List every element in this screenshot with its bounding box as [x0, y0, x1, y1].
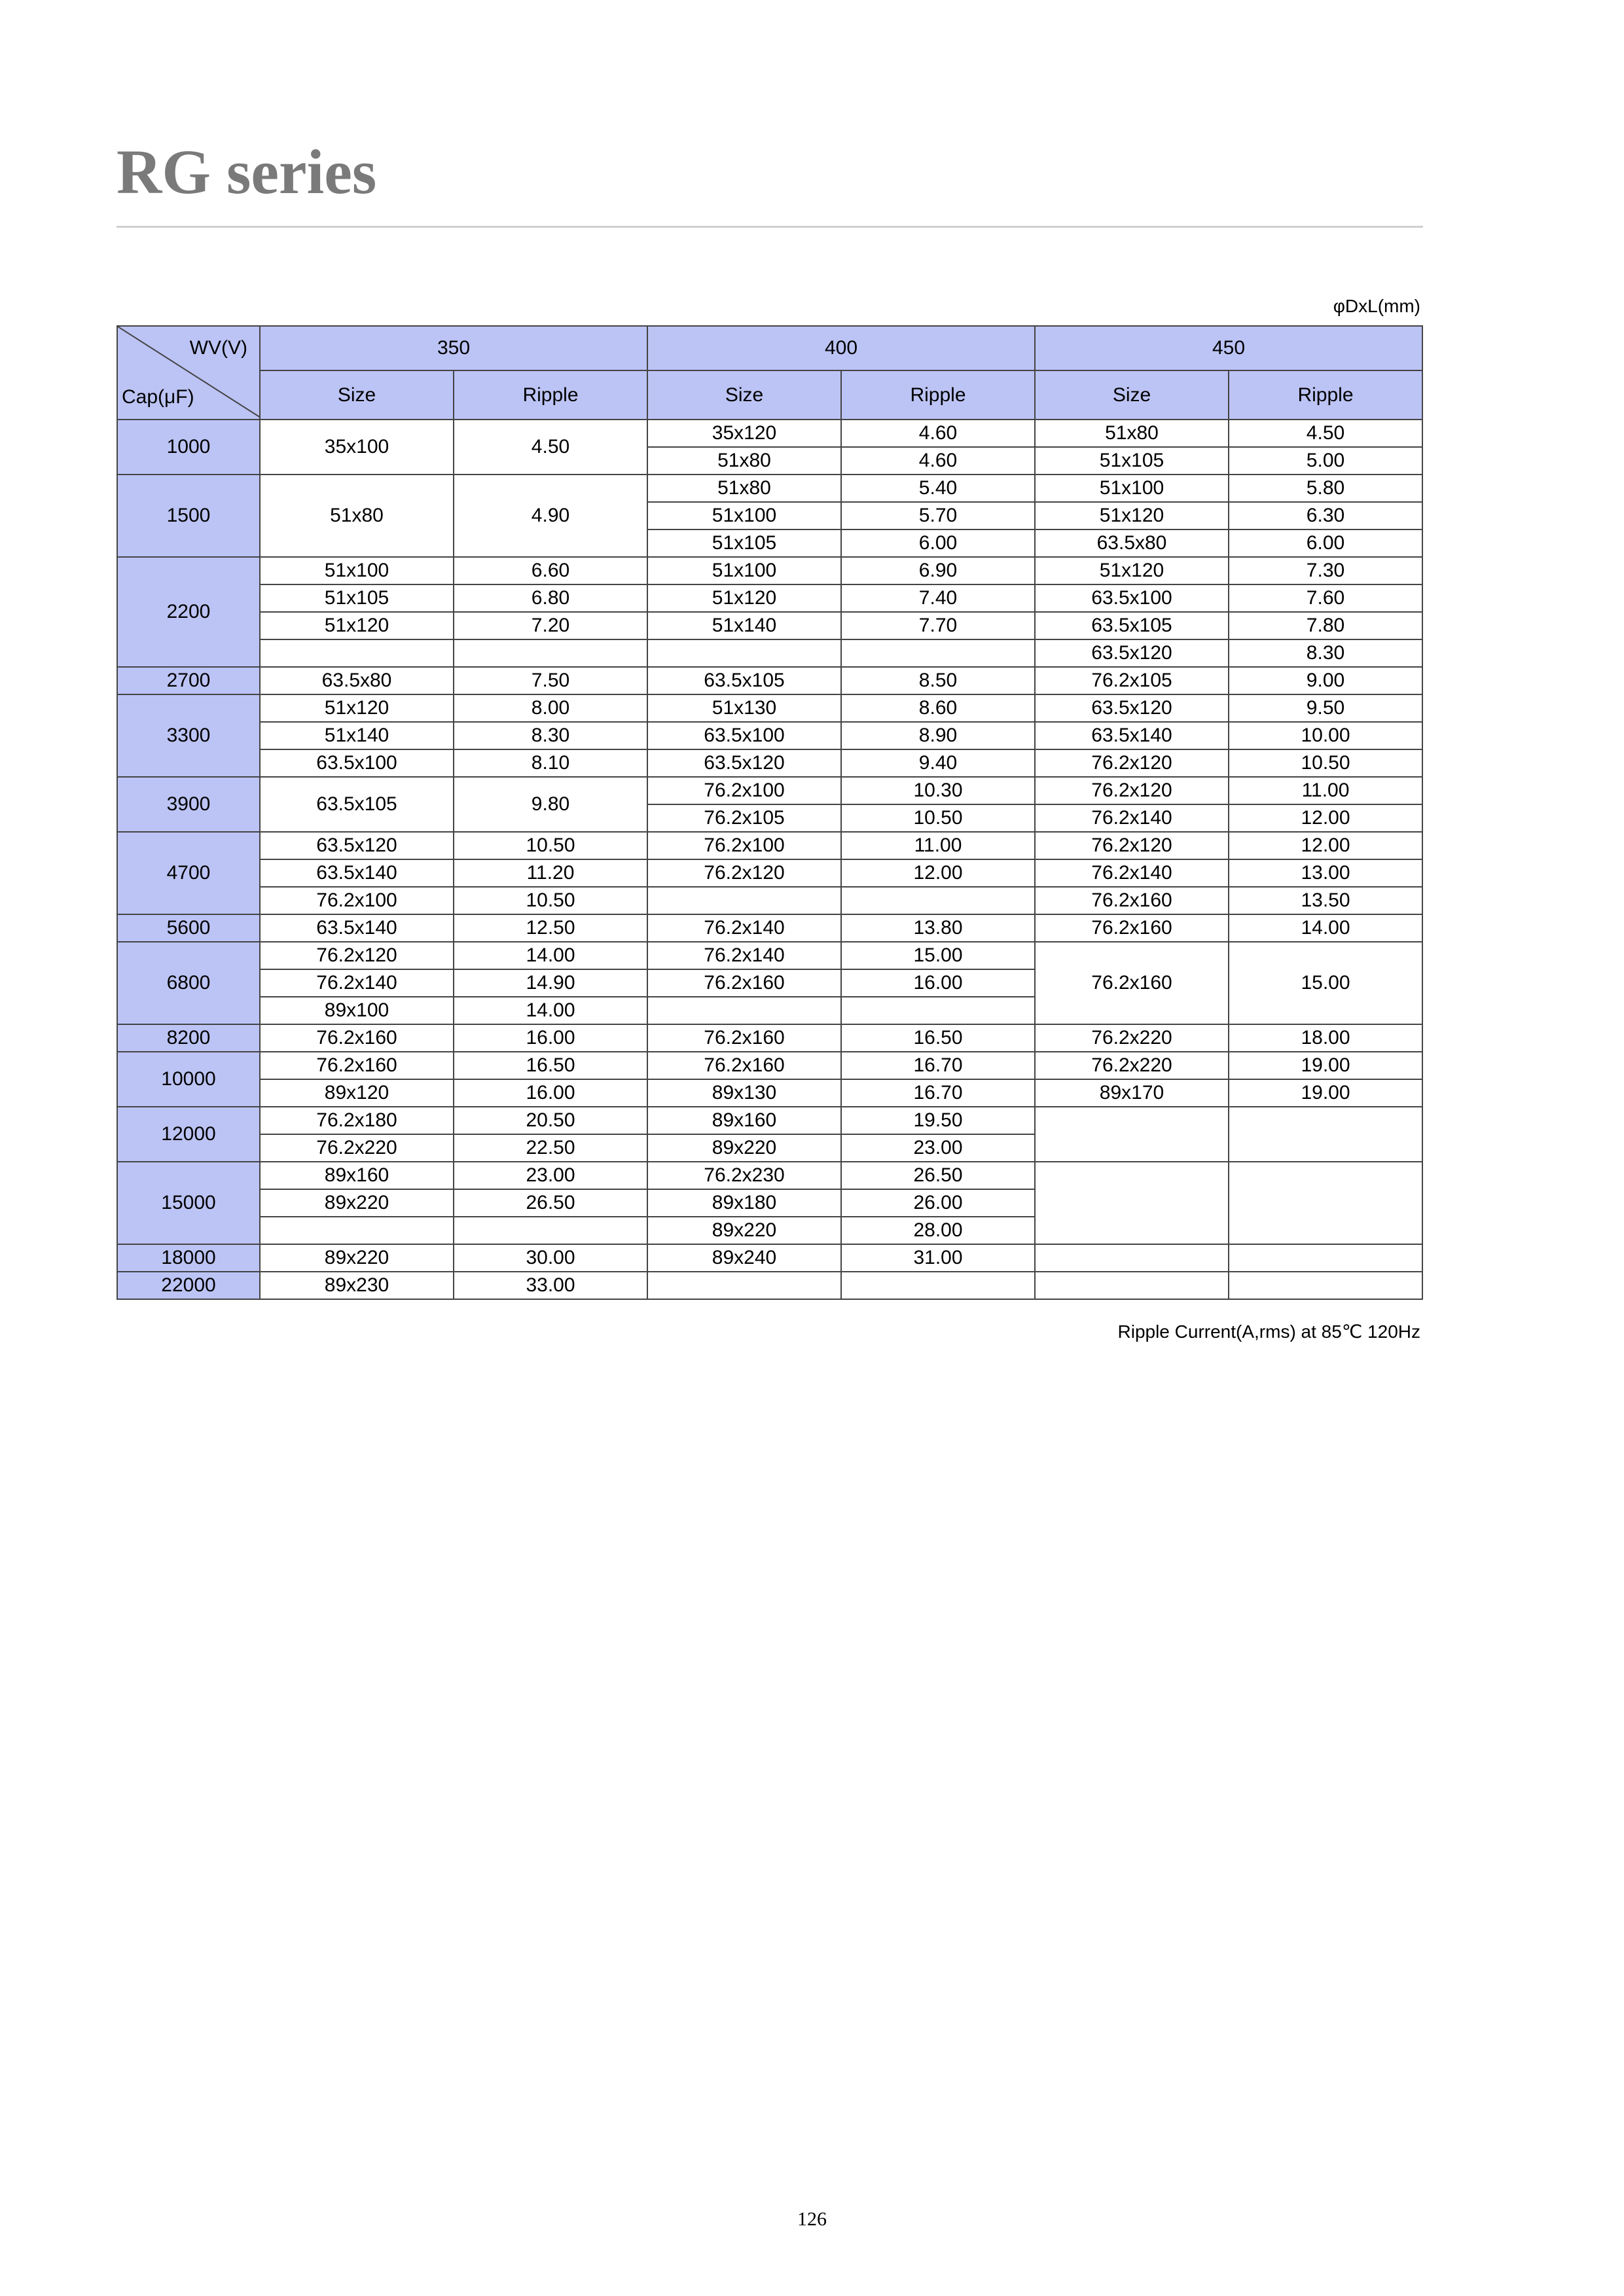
capacitance-cell: 18000 [117, 1244, 260, 1272]
capacitance-cell: 3900 [117, 777, 260, 832]
ripple-400-cell: 8.50 [841, 667, 1035, 694]
ripple-400-cell: 16.70 [841, 1052, 1035, 1079]
ripple-350-cell: 16.00 [454, 1024, 647, 1052]
size-350-cell [260, 639, 454, 667]
size-400-cell [647, 887, 841, 914]
ripple-450-cell: 5.00 [1229, 447, 1422, 475]
ripple-header: Ripple [841, 370, 1035, 420]
table-row [117, 1079, 1422, 1107]
capacitance-cell: 2200 [117, 557, 260, 667]
table-row [117, 557, 1422, 584]
size-400-cell: 51x80 [647, 447, 841, 475]
size-450-cell [1035, 1244, 1229, 1272]
ripple-400-cell: 7.70 [841, 612, 1035, 639]
table-row [117, 832, 1422, 859]
ripple-350-cell: 8.00 [454, 694, 647, 722]
capacitance-cell: 6800 [117, 942, 260, 1024]
table-row [117, 777, 1422, 804]
ripple-450-cell [1229, 1162, 1422, 1244]
size-350-cell: 76.2x160 [260, 1024, 454, 1052]
capacitance-cell: 8200 [117, 1024, 260, 1052]
table-row [117, 667, 1422, 694]
ripple-footnote: Ripple Current(A,rms) at 85℃ 120Hz [1117, 1321, 1420, 1342]
ripple-400-cell: 11.00 [841, 832, 1035, 859]
size-350-cell: 89x120 [260, 1079, 454, 1107]
size-400-cell: 76.2x120 [647, 859, 841, 887]
ripple-450-cell: 13.00 [1229, 859, 1422, 887]
ripple-400-cell: 31.00 [841, 1244, 1035, 1272]
size-350-cell: 76.2x180 [260, 1107, 454, 1134]
ripple-400-cell: 16.70 [841, 1079, 1035, 1107]
size-400-cell: 51x120 [647, 584, 841, 612]
size-400-cell: 76.2x160 [647, 1052, 841, 1079]
size-350-cell: 76.2x160 [260, 1052, 454, 1079]
size-350-cell: 51x80 [260, 475, 454, 557]
capacitance-cell: 15000 [117, 1162, 260, 1244]
table-row [117, 639, 1422, 667]
size-450-cell: 76.2x220 [1035, 1024, 1229, 1052]
ripple-450-cell: 9.00 [1229, 667, 1422, 694]
capacitance-cell: 1500 [117, 475, 260, 557]
table-row [117, 1107, 1422, 1134]
size-350-cell: 63.5x105 [260, 777, 454, 832]
capacitance-cell: 12000 [117, 1107, 260, 1162]
size-450-cell: 76.2x120 [1035, 832, 1229, 859]
ripple-400-cell: 26.50 [841, 1162, 1035, 1189]
size-450-cell: 76.2x160 [1035, 914, 1229, 942]
size-400-cell [647, 1272, 841, 1299]
size-400-cell: 51x130 [647, 694, 841, 722]
ripple-450-cell: 6.00 [1229, 529, 1422, 557]
size-400-cell: 51x100 [647, 557, 841, 584]
size-350-cell: 89x230 [260, 1272, 454, 1299]
ripple-350-cell: 23.00 [454, 1162, 647, 1189]
ripple-400-cell: 19.50 [841, 1107, 1035, 1134]
ripple-350-cell: 30.00 [454, 1244, 647, 1272]
ripple-450-cell: 6.30 [1229, 502, 1422, 529]
size-450-cell: 76.2x140 [1035, 804, 1229, 832]
table-row [117, 942, 1422, 969]
size-450-cell: 51x80 [1035, 420, 1229, 447]
table-row [117, 475, 1422, 502]
size-400-cell: 63.5x100 [647, 722, 841, 749]
ripple-350-cell: 26.50 [454, 1189, 647, 1217]
ripple-400-cell: 6.90 [841, 557, 1035, 584]
size-400-cell: 76.2x140 [647, 942, 841, 969]
size-400-cell: 89x220 [647, 1134, 841, 1162]
ripple-350-cell: 6.60 [454, 557, 647, 584]
ripple-450-cell: 9.50 [1229, 694, 1422, 722]
size-400-cell: 89x220 [647, 1217, 841, 1244]
ripple-400-cell: 10.50 [841, 804, 1035, 832]
size-400-cell [647, 639, 841, 667]
size-400-cell: 63.5x105 [647, 667, 841, 694]
ripple-450-cell: 18.00 [1229, 1024, 1422, 1052]
ripple-350-cell: 12.50 [454, 914, 647, 942]
ripple-350-cell: 8.30 [454, 722, 647, 749]
ripple-450-cell: 5.80 [1229, 475, 1422, 502]
size-350-cell: 89x220 [260, 1189, 454, 1217]
ripple-400-cell: 16.50 [841, 1024, 1035, 1052]
size-350-cell: 76.2x220 [260, 1134, 454, 1162]
ripple-350-cell: 6.80 [454, 584, 647, 612]
ripple-350-cell: 16.00 [454, 1079, 647, 1107]
size-450-cell: 63.5x140 [1035, 722, 1229, 749]
size-400-cell: 89x180 [647, 1189, 841, 1217]
capacitance-cell: 22000 [117, 1272, 260, 1299]
size-450-cell: 63.5x105 [1035, 612, 1229, 639]
ripple-350-cell: 4.50 [454, 420, 647, 475]
size-350-cell: 89x160 [260, 1162, 454, 1189]
capacitance-cell: 5600 [117, 914, 260, 942]
ripple-350-cell: 9.80 [454, 777, 647, 832]
ripple-400-cell: 16.00 [841, 969, 1035, 997]
size-450-cell: 76.2x120 [1035, 749, 1229, 777]
ripple-450-cell: 7.30 [1229, 557, 1422, 584]
size-350-cell: 35x100 [260, 420, 454, 475]
table-row [117, 1024, 1422, 1052]
ripple-450-cell [1229, 1244, 1422, 1272]
size-350-cell: 63.5x80 [260, 667, 454, 694]
size-350-cell: 76.2x140 [260, 969, 454, 997]
size-350-cell: 51x140 [260, 722, 454, 749]
ripple-350-cell [454, 1217, 647, 1244]
ripple-400-cell: 28.00 [841, 1217, 1035, 1244]
capacitance-cell: 1000 [117, 420, 260, 475]
ripple-400-cell: 4.60 [841, 447, 1035, 475]
table-row [117, 694, 1422, 722]
size-450-cell: 76.2x120 [1035, 777, 1229, 804]
ripple-450-cell: 13.50 [1229, 887, 1422, 914]
ripple-header: Ripple [1229, 370, 1422, 420]
ripple-350-cell: 7.20 [454, 612, 647, 639]
ripple-350-cell: 14.00 [454, 942, 647, 969]
ripple-400-cell: 6.00 [841, 529, 1035, 557]
ripple-450-cell: 15.00 [1229, 942, 1422, 1024]
size-450-cell: 63.5x100 [1035, 584, 1229, 612]
table-row [117, 859, 1422, 887]
ripple-400-cell: 15.00 [841, 942, 1035, 969]
size-350-cell: 63.5x140 [260, 859, 454, 887]
size-400-cell: 76.2x100 [647, 777, 841, 804]
table-row [117, 722, 1422, 749]
size-450-cell: 89x170 [1035, 1079, 1229, 1107]
ripple-350-cell: 10.50 [454, 832, 647, 859]
ripple-400-cell: 13.80 [841, 914, 1035, 942]
ripple-400-cell: 5.40 [841, 475, 1035, 502]
ripple-350-cell [454, 639, 647, 667]
ripple-450-cell: 7.80 [1229, 612, 1422, 639]
ripple-400-cell: 12.00 [841, 859, 1035, 887]
ripple-350-cell: 4.90 [454, 475, 647, 557]
size-450-cell [1035, 1272, 1229, 1299]
size-400-cell: 89x240 [647, 1244, 841, 1272]
ripple-450-cell: 10.50 [1229, 749, 1422, 777]
size-450-cell: 51x120 [1035, 502, 1229, 529]
ripple-350-cell: 16.50 [454, 1052, 647, 1079]
capacitance-cell: 10000 [117, 1052, 260, 1107]
capacitance-cell: 3300 [117, 694, 260, 777]
voltage-header-450: 450 [1035, 326, 1422, 370]
size-450-cell: 63.5x80 [1035, 529, 1229, 557]
table-row [117, 1052, 1422, 1079]
size-400-cell [647, 997, 841, 1024]
ripple-400-cell: 9.40 [841, 749, 1035, 777]
ripple-400-cell [841, 887, 1035, 914]
size-400-cell: 76.2x230 [647, 1162, 841, 1189]
table-body [117, 420, 1422, 1299]
capacitor-spec-table [117, 325, 1423, 1300]
size-400-cell: 76.2x140 [647, 914, 841, 942]
ripple-350-cell: 7.50 [454, 667, 647, 694]
size-350-cell: 76.2x100 [260, 887, 454, 914]
size-450-cell [1035, 1162, 1229, 1244]
ripple-450-cell [1229, 1107, 1422, 1162]
ripple-400-cell [841, 1272, 1035, 1299]
ripple-400-cell [841, 997, 1035, 1024]
ripple-350-cell: 11.20 [454, 859, 647, 887]
size-350-cell: 76.2x120 [260, 942, 454, 969]
table-row [117, 1162, 1422, 1189]
size-400-cell: 63.5x120 [647, 749, 841, 777]
table-row [117, 1244, 1422, 1272]
ripple-400-cell: 4.60 [841, 420, 1035, 447]
wv-label: WV(V) [189, 337, 247, 359]
ripple-400-cell [841, 639, 1035, 667]
ripple-400-cell: 26.00 [841, 1189, 1035, 1217]
ripple-350-cell: 14.90 [454, 969, 647, 997]
ripple-350-cell: 14.00 [454, 997, 647, 1024]
size-350-cell: 89x220 [260, 1244, 454, 1272]
table-row [117, 1272, 1422, 1299]
size-350-cell [260, 1217, 454, 1244]
size-450-cell: 76.2x160 [1035, 942, 1229, 1024]
ripple-350-cell: 10.50 [454, 887, 647, 914]
ripple-header: Ripple [454, 370, 647, 420]
ripple-350-cell: 20.50 [454, 1107, 647, 1134]
size-350-cell: 51x120 [260, 612, 454, 639]
ripple-400-cell: 10.30 [841, 777, 1035, 804]
ripple-350-cell: 8.10 [454, 749, 647, 777]
table-row [117, 584, 1422, 612]
ripple-450-cell: 12.00 [1229, 832, 1422, 859]
size-header: Size [1035, 370, 1229, 420]
size-400-cell: 51x80 [647, 475, 841, 502]
ripple-400-cell: 8.60 [841, 694, 1035, 722]
page-number: 126 [797, 2208, 827, 2230]
size-400-cell: 51x105 [647, 529, 841, 557]
size-header: Size [260, 370, 454, 420]
size-450-cell: 76.2x220 [1035, 1052, 1229, 1079]
voltage-header-400: 400 [647, 326, 1035, 370]
voltage-header-350: 350 [260, 326, 647, 370]
capacitance-cell: 4700 [117, 832, 260, 914]
ripple-450-cell: 14.00 [1229, 914, 1422, 942]
ripple-400-cell: 7.40 [841, 584, 1035, 612]
size-450-cell [1035, 1107, 1229, 1162]
size-450-cell: 76.2x140 [1035, 859, 1229, 887]
table-row [117, 914, 1422, 942]
table-row [117, 887, 1422, 914]
ripple-450-cell: 7.60 [1229, 584, 1422, 612]
ripple-400-cell: 23.00 [841, 1134, 1035, 1162]
page-title: RG series [117, 137, 377, 207]
size-450-cell: 76.2x160 [1035, 887, 1229, 914]
header-corner [117, 326, 260, 420]
dimension-unit-note: φDxL(mm) [1333, 296, 1420, 316]
ripple-400-cell: 8.90 [841, 722, 1035, 749]
ripple-450-cell: 19.00 [1229, 1079, 1422, 1107]
size-400-cell: 51x140 [647, 612, 841, 639]
ripple-450-cell: 11.00 [1229, 777, 1422, 804]
ripple-450-cell: 19.00 [1229, 1052, 1422, 1079]
size-header: Size [647, 370, 841, 420]
ripple-450-cell: 4.50 [1229, 420, 1422, 447]
size-450-cell: 76.2x105 [1035, 667, 1229, 694]
ripple-400-cell: 5.70 [841, 502, 1035, 529]
capacitance-cell: 2700 [117, 667, 260, 694]
size-400-cell: 89x160 [647, 1107, 841, 1134]
size-400-cell: 35x120 [647, 420, 841, 447]
table-row [117, 749, 1422, 777]
size-350-cell: 63.5x100 [260, 749, 454, 777]
size-350-cell: 89x100 [260, 997, 454, 1024]
size-350-cell: 63.5x140 [260, 914, 454, 942]
size-350-cell: 51x120 [260, 694, 454, 722]
ripple-450-cell: 12.00 [1229, 804, 1422, 832]
size-450-cell: 51x120 [1035, 557, 1229, 584]
size-450-cell: 51x100 [1035, 475, 1229, 502]
size-400-cell: 76.2x100 [647, 832, 841, 859]
size-400-cell: 89x130 [647, 1079, 841, 1107]
size-350-cell: 63.5x120 [260, 832, 454, 859]
size-450-cell: 63.5x120 [1035, 639, 1229, 667]
table-row [117, 420, 1422, 447]
ripple-350-cell: 33.00 [454, 1272, 647, 1299]
size-350-cell: 51x100 [260, 557, 454, 584]
ripple-350-cell: 22.50 [454, 1134, 647, 1162]
size-400-cell: 76.2x105 [647, 804, 841, 832]
table-row [117, 612, 1422, 639]
cap-label: Cap(μF) [122, 386, 194, 408]
ripple-450-cell: 10.00 [1229, 722, 1422, 749]
ripple-450-cell: 8.30 [1229, 639, 1422, 667]
title-divider [117, 226, 1423, 228]
size-450-cell: 51x105 [1035, 447, 1229, 475]
size-400-cell: 76.2x160 [647, 1024, 841, 1052]
size-350-cell: 51x105 [260, 584, 454, 612]
size-400-cell: 51x100 [647, 502, 841, 529]
ripple-450-cell [1229, 1272, 1422, 1299]
size-400-cell: 76.2x160 [647, 969, 841, 997]
size-450-cell: 63.5x120 [1035, 694, 1229, 722]
